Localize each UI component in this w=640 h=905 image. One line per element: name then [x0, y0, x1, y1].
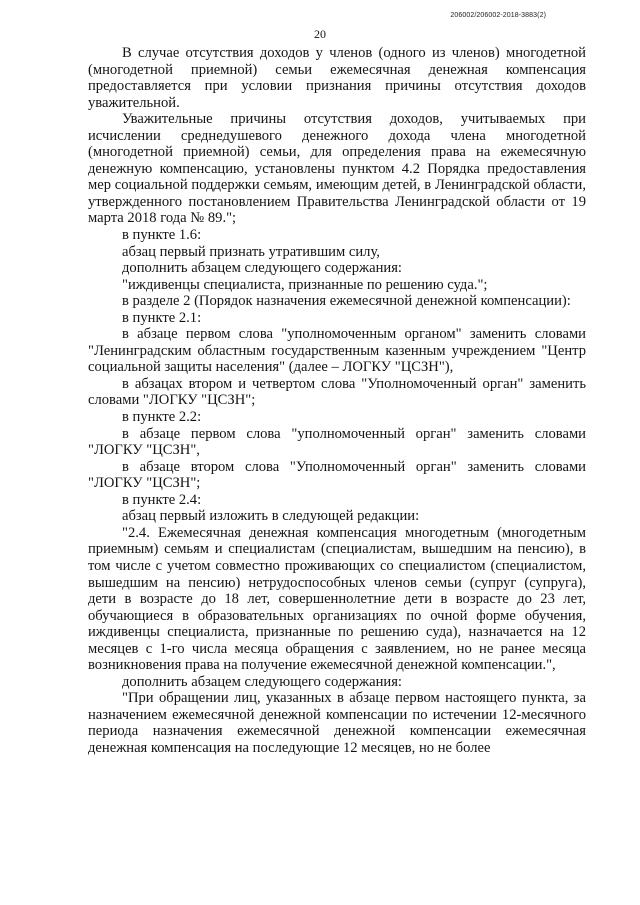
paragraph: в абзаце втором слова "Уполномоченный орган" заменить словами "ЛОГКУ "ЦСЗН";	[88, 458, 586, 492]
paragraph: в абзацах втором и четвертом слова "Уполномоченный орган" заменить словами "ЛОГКУ "ЦСЗН";	[88, 375, 586, 409]
paragraph: абзац первый изложить в следующей редакции:	[122, 508, 420, 525]
paragraph: дополнить абзацем следующего содержания:	[122, 673, 402, 690]
paragraph: в абзаце первом слова "уполномоченным органом" заменить словами "Ленинградским областным государственным казенным учреждением "Центр социальной защиты населения" (далее – ЛОГКУ "ЦСЗН"),	[88, 326, 586, 376]
paragraph: в пункте 2.1:	[122, 309, 202, 326]
paragraph: в разделе 2 (Порядок назначения ежемесячной денежной компенсации):	[122, 293, 571, 310]
paragraph: дополнить абзацем следующего содержания:	[122, 260, 402, 277]
document-registration-code: 206002/206002-2018-3883(2)	[450, 12, 546, 19]
paragraph: в пункте 2.4:	[122, 491, 202, 508]
paragraph: в пункте 2.2:	[122, 409, 202, 426]
paragraph: Уважительные причины отсутствия доходов, учитываемых при исчислении среднедушевого денежного дохода члена многодетной (многодетной приемной) семьи, для определения права на ежемесячную денежную компенсацию, установлены пунктом 4.2 Порядка предоставления мер социальной поддержки семьям, имеющим детей, в Ленинградской области, утвержденного постановлением Правительства Ленинградской области от 19 марта 2018 года № 89.";	[88, 111, 586, 227]
paragraph: в пункте 1.6:	[122, 227, 202, 244]
paragraph: "При обращении лиц, указанных в абзаце первом настоящего пункта, за назначением ежемесячной денежной компенсации по истечении 12-месячного периода назначения ежемесячной денежной компенсации ежемесячная денежная компенсация на последующие 12 месяцев, но не более	[88, 690, 586, 756]
paragraph: абзац первый признать утратившим силу,	[122, 243, 380, 260]
paragraph: "2.4. Ежемесячная денежная компенсация многодетным (многодетным приемным) семьям и специалистам (специалистам, вышедшим на пенсию), в том числе с учетом совместно проживающих со специалистом (специалистом, вышедшим на пенсию) нетрудоспособных членов семьи (супруг (супруга), дети в возрасте до 18 лет, совершеннолетние дети в возрасте до 23 лет, обучающиеся в образовательных организациях по очной форме обучения, иждивенцы специалиста, признанные по решению суда), назначается на 12 месяцев с 1-го числа месяца обращения с заявлением, но не ранее месяца возникновения права на получение ежемесячной денежной компенсации.",	[88, 524, 586, 674]
paragraph: "иждивенцы специалиста, признанные по решению суда.";	[122, 276, 488, 293]
paragraph: в абзаце первом слова "уполномоченный орган" заменить словами "ЛОГКУ "ЦСЗН",	[88, 425, 586, 459]
page-number: 20	[314, 27, 326, 41]
paragraph: В случае отсутствия доходов у членов (одного из членов) многодетной (многодетной приемной) семьи ежемесячная денежная компенсация предоставляется при условии признания причины отсутствия доходов уважительной.	[88, 45, 586, 111]
document-body	[88, 45, 586, 757]
